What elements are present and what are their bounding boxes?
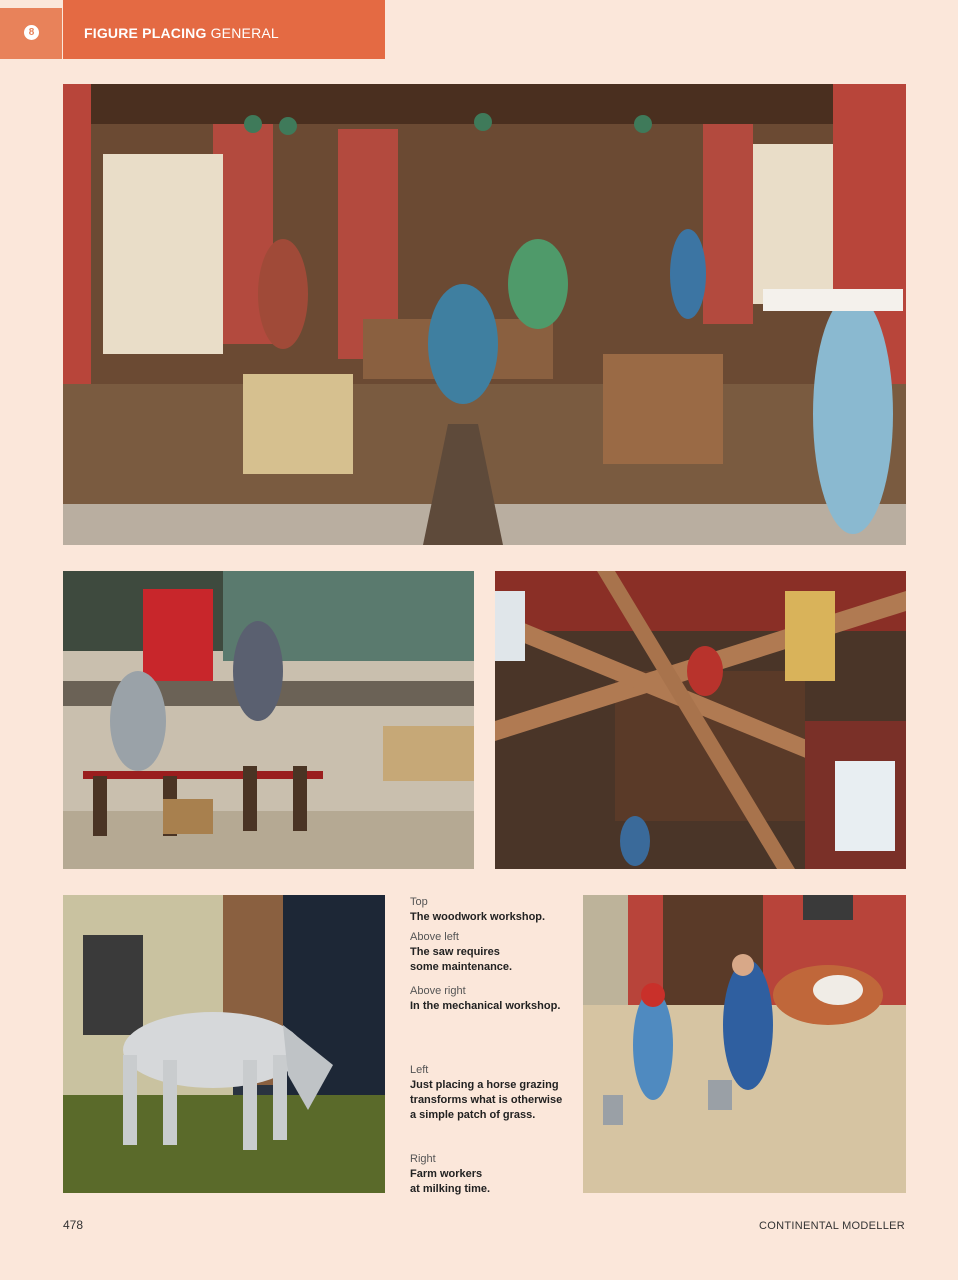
caption-text: In the mechanical workshop. <box>410 1000 561 1012</box>
caption-label: Right <box>410 1153 436 1165</box>
caption-above-right <box>410 984 560 1014</box>
photo-horse-grazing <box>63 895 385 1193</box>
caption-label: Above left <box>410 931 459 943</box>
header-subtitle: GENERAL <box>210 25 279 41</box>
photo-mechanical-workshop <box>495 571 906 869</box>
caption-text: Just placing a horse grazing <box>410 1079 559 1091</box>
section-number-badge: 8 <box>24 25 39 40</box>
photo-woodwork-workshop <box>63 84 906 545</box>
publication-name: CONTINENTAL MODELLER <box>759 1220 905 1232</box>
page-number: 478 <box>63 1218 84 1232</box>
caption-left <box>410 1063 562 1123</box>
caption-text: transforms what is otherwise <box>410 1094 563 1106</box>
caption-text: The woodwork workshop. <box>410 911 546 923</box>
caption-text: Farm workers <box>410 1168 483 1180</box>
caption-label: Top <box>410 896 428 908</box>
photo-farm-workers <box>583 895 906 1193</box>
caption-text: at milking time. <box>410 1183 491 1195</box>
caption-text: a simple patch of grass. <box>410 1109 536 1121</box>
page-header <box>84 25 279 41</box>
caption-above-left <box>410 930 512 975</box>
photo-saw-maintenance <box>63 571 474 869</box>
caption-text: some maintenance. <box>410 961 513 973</box>
caption-top <box>410 895 545 925</box>
caption-label: Left <box>410 1064 429 1076</box>
caption-label: Above right <box>410 985 466 997</box>
header-title: FIGURE PLACING <box>84 25 207 41</box>
caption-text: The saw requires <box>410 946 500 958</box>
caption-right <box>410 1152 490 1197</box>
